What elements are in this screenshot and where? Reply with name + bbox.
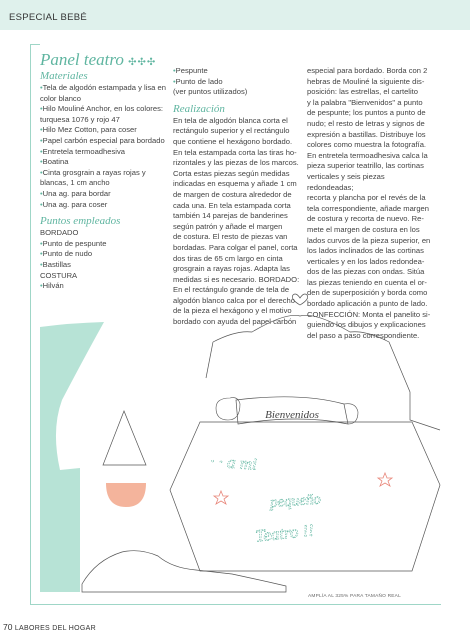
instruction-line-text: expresión a bastillas. Distribuye los — [307, 129, 426, 139]
bullet-icon: • — [40, 146, 43, 156]
instruction-line-text: En tela de algodón blanca corta el — [173, 115, 288, 125]
bullet-icon: • — [40, 167, 43, 177]
bullet-icon: • — [40, 188, 43, 198]
instruction-line-text: bordadas. Para colgar el panel, corta — [173, 242, 298, 252]
instruction-line-text: nudo; el resto de letras y signos de — [307, 118, 425, 128]
instruction-line-text: Corta estas piezas según medidas — [173, 168, 290, 178]
instruction-line-text: las piezas teniendo en cuenta el or- — [307, 277, 427, 287]
instruction-line-text: indicadas en esquema y añade 1 cm — [173, 179, 297, 189]
instruction-line-text: verticales y seis piezas redondeadas; — [307, 171, 385, 192]
instruction-line-text: y la palabra "Bienvenidos" a punto — [307, 97, 423, 107]
materials-item-text: Cinta grosgrain a rayas rojas y blancas, 1 cm ancho — [40, 167, 146, 188]
enlarge-caption: AMPLÍA AL 325% PARA TAMAÑO REAL — [308, 594, 401, 599]
bullet-icon: • — [40, 281, 43, 291]
instruction-line-text: de pespunte; los puntos a punto de — [307, 108, 426, 118]
banner-text: Bienvenidos — [265, 409, 319, 421]
materials-item-text: Hilo Mez Cotton, para coser — [42, 125, 137, 135]
curtain-piece — [40, 322, 104, 592]
instruction-line-text: especial para bordado. Borda con 2 — [307, 66, 428, 75]
instruction-line-text: de margen de costura alrededor de — [173, 189, 292, 199]
instruction-line-text: de costura y recorta de nuevo. Re- — [307, 214, 424, 224]
instruction-line-text: los lados inclinados de las cortinas — [307, 246, 424, 256]
materials-item-text: Entretela termoadhesiva — [42, 146, 125, 156]
theatre-top-piece — [213, 315, 440, 430]
instruction-line-text: recorta y plancha por el revés de la — [307, 193, 426, 203]
stitch-bullet-item-text: Pespunte — [175, 66, 208, 75]
instruction-line-text: posición: las estrellas, el cartelito — [307, 87, 419, 97]
instruction-line-text: de la pieza el hexágono y el motivo — [173, 306, 292, 316]
instruction-line-text: dos tiras de 65 cm largo en cinta — [173, 253, 283, 263]
section-label: ESPECIAL BEBÉ — [9, 12, 87, 23]
materials-item-text: Papel carbón especial para bordado — [42, 135, 165, 145]
instruction-line-text: rectángulo superior y el rectángulo — [173, 126, 290, 136]
instruction-line-text: cada una. En tela estampada corta — [173, 200, 291, 210]
instruction-line-text: dos de las piezas con ondas. Sitúa — [307, 267, 425, 277]
embroidery-line-3: Teatro !! — [254, 520, 315, 546]
instruction-line-text: tela correspondiente, añade margen — [307, 203, 430, 213]
bullet-icon: • — [40, 199, 43, 209]
instruction-line-text: que contiene el hexágono bordado. — [173, 136, 293, 146]
instruction-line-text: pieza superior teatrillo, las cortinas — [307, 161, 424, 171]
magazine-name: LABORES DEL HOGAR — [14, 625, 96, 632]
article-title-text: Panel teatro — [40, 50, 124, 69]
embroidery-line-2: pequeño — [269, 491, 322, 512]
stitch-item-text: Punto de pespunte — [42, 238, 107, 248]
bullet-icon: • — [40, 135, 43, 145]
ornament-icon: ✣✣✣ — [128, 57, 157, 68]
instruction-line-text: lados curvos de la pieza superior, en — [307, 235, 431, 245]
half-circle-piece — [106, 483, 146, 507]
bullet-icon: • — [173, 66, 176, 75]
instruction-line-text: bordado aplicación a punto de lado. — [307, 299, 428, 309]
instruction-line-text: guiendo los dibujos y explicaciones — [307, 320, 426, 330]
star-icon — [378, 473, 392, 486]
materials-item-text: Una ag. para coser — [42, 199, 108, 209]
bullet-icon: • — [40, 104, 43, 114]
instruction-line-text: En el rectángulo grande de tela de — [173, 285, 290, 295]
stitch-bullet-item-text: Punto de lado — [175, 76, 223, 86]
materials-item-text: Tela de algodón estampada y lisa en color blanco — [40, 83, 166, 103]
materials-heading: Materiales — [40, 70, 88, 82]
materials-item-text: Hilo Mouliné Anchor, en los colores: turquesa 1076 y rojo 47 — [40, 104, 163, 124]
materials-item-text: Boatina — [42, 157, 69, 167]
instruction-line-text: CONFECCIÓN: Monta el panelito si- — [307, 309, 431, 319]
page-footer — [3, 622, 96, 632]
instructions-heading: Realización — [173, 102, 225, 115]
instruction-line-text: colores como muestra la fotografía. — [307, 140, 427, 150]
instruction-line-text: mete el margen de costura en los — [307, 224, 420, 234]
instruction-line-text: rizontales y las piezas de los marcos. — [173, 158, 299, 168]
instruction-line-text: verticales y en los lados redondea- — [307, 256, 425, 266]
bullet-icon: • — [40, 157, 43, 167]
stitch-item-text: Hilván — [42, 281, 64, 291]
instruction-line-text: den de superposición y borda como — [307, 288, 428, 298]
bullet-icon: • — [173, 76, 176, 86]
star-icon — [214, 491, 228, 504]
instruction-line-text: grosgrain a rayas rojas. Adapta las — [173, 264, 290, 274]
instruction-line-text: de costura. El resto de piezas van — [173, 232, 288, 242]
bullet-icon: • — [40, 259, 43, 269]
instruction-line-text: hebras de Mouliné la siguiente dis- — [307, 76, 425, 86]
heart-icon — [292, 294, 307, 305]
bullet-icon: • — [40, 249, 43, 259]
instruction-line-text: algodón blanco calca por el derecho — [173, 295, 296, 305]
stitch-item-text: Punto de nudo — [42, 249, 93, 259]
bullet-icon: • — [40, 125, 43, 135]
instruction-line-text: bordado con ayuda del papel carbón — [173, 317, 297, 327]
instruction-line-text: medidas si es necesario. BORDADO: — [173, 274, 300, 284]
bullet-icon: • — [40, 83, 43, 92]
instruction-line-text: En tela estampada corta las tiras ho- — [173, 147, 297, 157]
materials-item-text: Una ag. para bordar — [42, 188, 111, 198]
stitch-bullet-item-text: (ver puntos utilizados) — [173, 87, 248, 97]
page-number: 70 — [3, 622, 13, 632]
stitch-item-text: BORDADO — [40, 228, 79, 238]
instruction-line-text: también 14 parejas de banderines — [173, 211, 288, 221]
embroidery-line-1: · · a mi — [209, 451, 258, 474]
instruction-line-text: En entretela termoadhesiva calca la — [307, 150, 428, 160]
triangle-piece — [103, 411, 146, 465]
stitch-item-text: Bastillas — [42, 259, 71, 269]
stitch-item-text: COSTURA — [40, 270, 78, 280]
instruction-line-text: según patrón y añade el margen — [173, 221, 283, 231]
stitches-heading: Puntos empleados — [40, 215, 121, 228]
instruction-line-text: del paso a paso correspondiente. — [307, 330, 420, 340]
bullet-icon: • — [40, 238, 43, 248]
